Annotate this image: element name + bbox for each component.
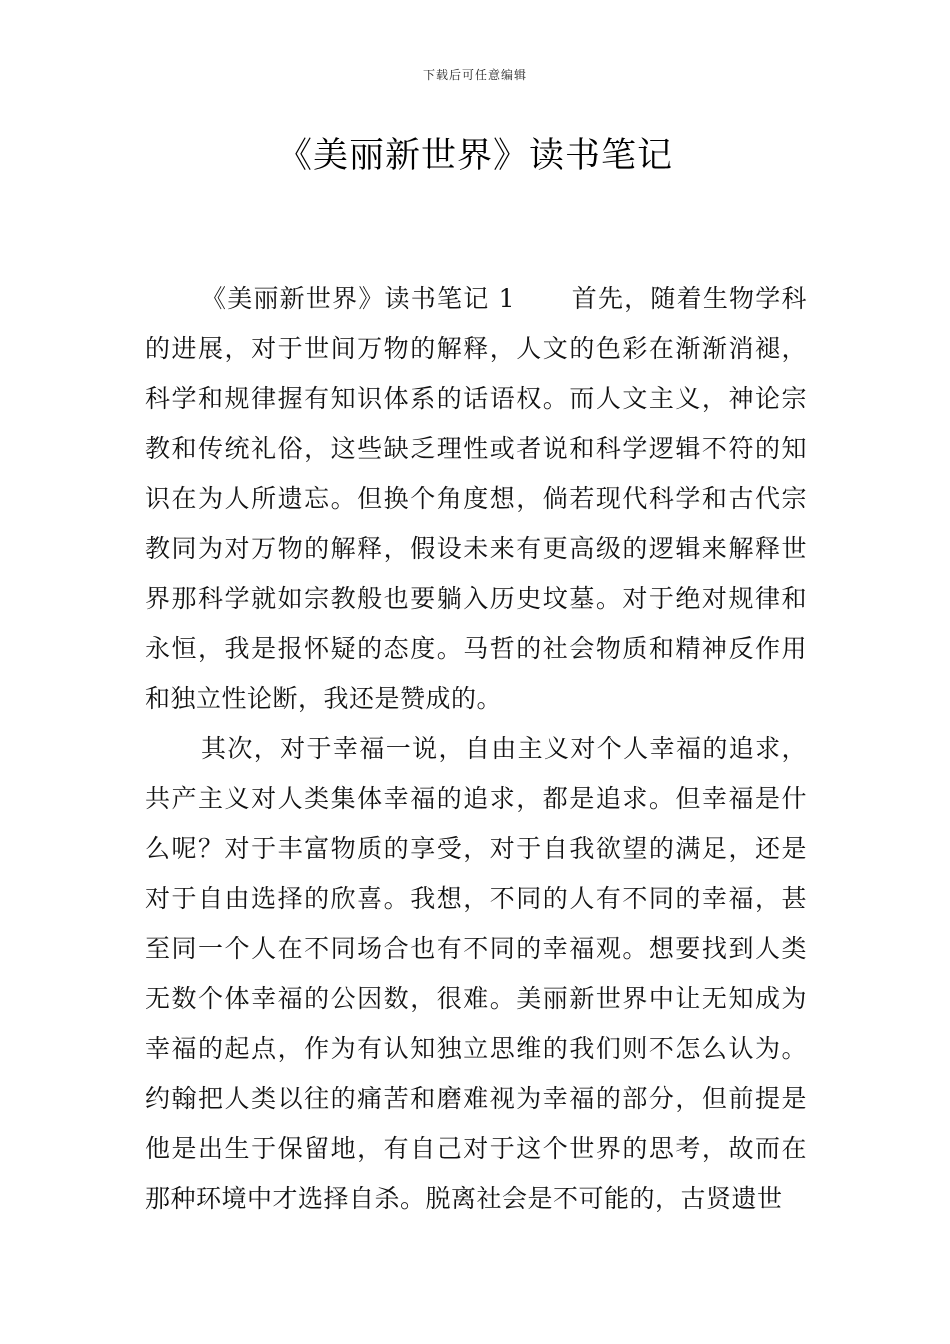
editable-note: 下载后可任意编辑 <box>422 68 527 82</box>
paragraph-text: 其次，对于幸福一说，自由主义对个人幸福的追求，共产主义对人类集体幸福的追求，都是追求。但幸福是什么呢？对于丰富物质的享受，对于自我欲望的满足，还是对于自由选择的欣喜。我想，不同的人有不同的幸福，甚至同一个人在不同场合也有不同的幸福观。想要找到人类无数个体幸福的公因数，很难。美丽新世界中让无知成为幸福的起点，作为有认知独立思维的我们则不怎么认为。约翰把人类以往的痛苦和磨难视为幸福的部分，但前提是他是出生于保留地，有自己对于这个世界的思考，故而在那种环境中才选择自杀。脱离社会是不可能的，古贤遗世 <box>145 734 807 1213</box>
document-body <box>145 274 807 1224</box>
paragraph-label: 《美丽新世界》读书笔记 1 <box>201 284 515 313</box>
paragraph-text: 首先，随着生物学科的进展，对于世间万物的解释，人文的色彩在渐渐消褪，科学和规律握有知识体系的话语权。而人文主义，神论宗教和传统礼俗，这些缺乏理性或者说和科学逻辑不符的知识在为人所遗忘。但换个角度想，倘若现代科学和古代宗教同为对万物的解释，假设未来有更高级的逻辑来解释世界那科学就如宗教般也要躺入历史坟墓。对于绝对规律和永恒，我是报怀疑的态度。马哲的社会物质和精神反作用和独立性论断，我还是赞成的。 <box>145 284 807 713</box>
paragraph-2 <box>145 724 807 1224</box>
document-title: 《美丽新世界》读书笔记 <box>276 136 673 176</box>
paragraph-1 <box>145 274 807 724</box>
